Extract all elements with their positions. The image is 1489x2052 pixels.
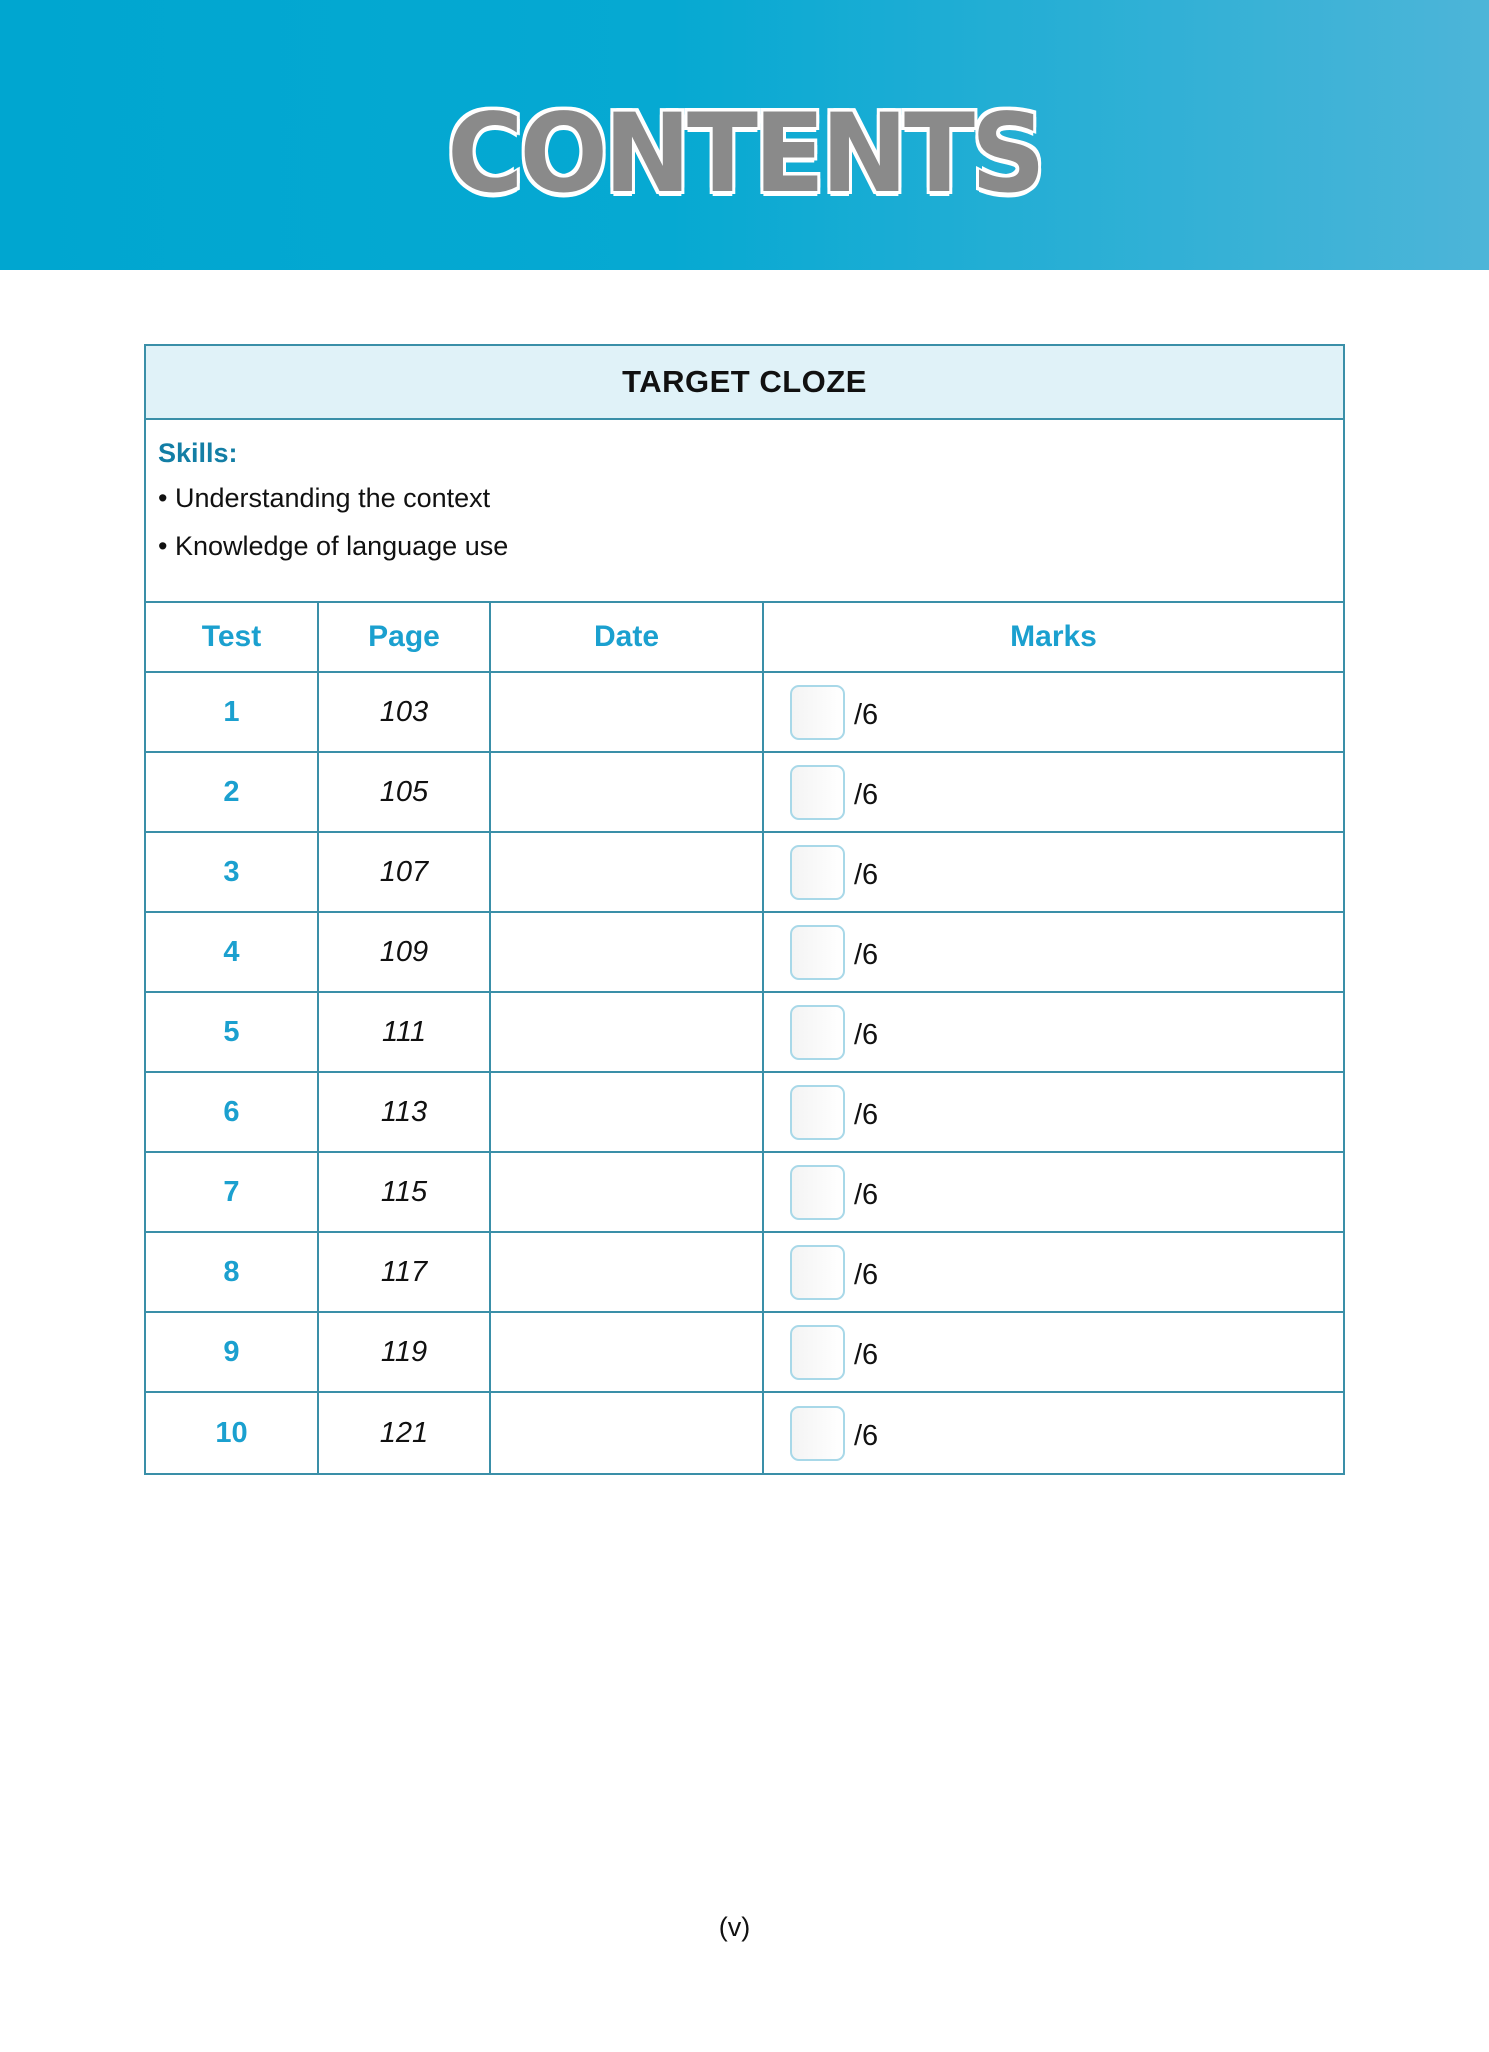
marks-out-of: /6 <box>854 1419 879 1452</box>
test-number-text: 10 <box>215 1416 248 1449</box>
marks-cell <box>764 1233 1343 1311</box>
test-number <box>146 673 319 751</box>
test-number-text: 1 <box>223 695 240 728</box>
page-cell <box>319 753 491 831</box>
page-number-text: 121 <box>379 1416 429 1449</box>
marks-out-of: /6 <box>854 1018 879 1051</box>
section-title: TARGET CLOZE <box>146 346 1343 420</box>
marks-input-box[interactable] <box>790 1165 845 1220</box>
test-number-text: 7 <box>223 1175 240 1208</box>
page-cell <box>319 833 491 911</box>
marks-out-of: /6 <box>854 1178 879 1211</box>
marks-cell <box>764 673 1343 751</box>
page-cell <box>319 1393 491 1473</box>
page-number-text: 113 <box>380 1095 428 1128</box>
page-number-text: 103 <box>379 695 429 728</box>
table-row <box>146 673 1343 753</box>
date-field[interactable] <box>491 1153 764 1231</box>
marks-cell <box>764 1313 1343 1391</box>
skills-section <box>146 420 1343 603</box>
test-number-text: 9 <box>223 1335 240 1368</box>
marks-input-box[interactable] <box>790 1325 845 1380</box>
date-field[interactable] <box>491 993 764 1071</box>
test-number-text: 3 <box>223 855 240 888</box>
table-row <box>146 1153 1343 1233</box>
page-title: CONTENTS <box>447 88 1042 218</box>
table-row <box>146 913 1343 993</box>
marks-input-box[interactable] <box>790 1406 845 1461</box>
marks-cell <box>764 1393 1343 1473</box>
test-number-text: 6 <box>223 1095 240 1128</box>
table-row <box>146 1233 1343 1313</box>
marks-out-of: /6 <box>854 698 879 731</box>
contents-table <box>144 344 1345 1475</box>
page-cell <box>319 913 491 991</box>
marks-input-box[interactable] <box>790 845 845 900</box>
marks-input-box[interactable] <box>790 925 845 980</box>
header-page: Page <box>319 603 491 671</box>
page-number-text: 109 <box>379 935 429 968</box>
page-cell <box>319 1233 491 1311</box>
test-number <box>146 1153 319 1231</box>
test-number <box>146 833 319 911</box>
marks-cell <box>764 753 1343 831</box>
table-header <box>146 603 1343 673</box>
table-row <box>146 753 1343 833</box>
date-field[interactable] <box>491 1073 764 1151</box>
date-field[interactable] <box>491 1313 764 1391</box>
marks-cell <box>764 1153 1343 1231</box>
marks-input-box[interactable] <box>790 1085 845 1140</box>
page-number-text: 115 <box>380 1175 428 1208</box>
date-field[interactable] <box>491 1393 764 1473</box>
test-number <box>146 1313 319 1391</box>
skill-item: • Understanding the context <box>158 483 491 513</box>
marks-cell <box>764 913 1343 991</box>
marks-out-of: /6 <box>854 938 879 971</box>
header-banner <box>0 0 1489 270</box>
marks-out-of: /6 <box>854 1258 879 1291</box>
table-row <box>146 1313 1343 1393</box>
page-number-text: 105 <box>379 775 429 808</box>
test-number <box>146 993 319 1071</box>
test-number <box>146 1393 319 1473</box>
test-number-text: 8 <box>223 1255 240 1288</box>
table-row <box>146 1073 1343 1153</box>
page-number-text: 107 <box>379 855 429 888</box>
date-field[interactable] <box>491 913 764 991</box>
page-cell <box>319 1153 491 1231</box>
test-number-text: 5 <box>223 1015 240 1048</box>
date-field[interactable] <box>491 673 764 751</box>
test-number-text: 2 <box>223 775 240 808</box>
date-field[interactable] <box>491 833 764 911</box>
marks-cell <box>764 1073 1343 1151</box>
table-row <box>146 993 1343 1073</box>
marks-cell <box>764 833 1343 911</box>
page-number-text: 119 <box>380 1335 428 1368</box>
marks-input-box[interactable] <box>790 1005 845 1060</box>
date-field[interactable] <box>491 1233 764 1311</box>
marks-input-box[interactable] <box>790 1245 845 1300</box>
page-number-text: 117 <box>380 1255 428 1288</box>
table-row <box>146 833 1343 913</box>
marks-out-of: /6 <box>854 1098 879 1131</box>
skill-item: • Knowledge of language use <box>158 531 509 561</box>
marks-out-of: /6 <box>854 778 879 811</box>
header-test: Test <box>146 603 319 671</box>
page-cell <box>319 1313 491 1391</box>
test-number-text: 4 <box>223 935 240 968</box>
marks-input-box[interactable] <box>790 765 845 820</box>
page-cell <box>319 993 491 1071</box>
marks-out-of: /6 <box>854 1338 879 1371</box>
marks-out-of: /6 <box>854 858 879 891</box>
marks-input-box[interactable] <box>790 685 845 740</box>
page-cell <box>319 673 491 751</box>
page-number-text: 111 <box>381 1015 427 1048</box>
header-marks: Marks <box>1010 620 1097 653</box>
page-cell <box>319 1073 491 1151</box>
test-number <box>146 753 319 831</box>
header-date: Date <box>491 603 764 671</box>
page-number: (v) <box>718 1912 751 1942</box>
test-number <box>146 1233 319 1311</box>
test-number <box>146 913 319 991</box>
table-row <box>146 1393 1343 1473</box>
test-number <box>146 1073 319 1151</box>
skills-label: Skills: <box>158 438 238 468</box>
date-field[interactable] <box>491 753 764 831</box>
marks-cell <box>764 993 1343 1071</box>
